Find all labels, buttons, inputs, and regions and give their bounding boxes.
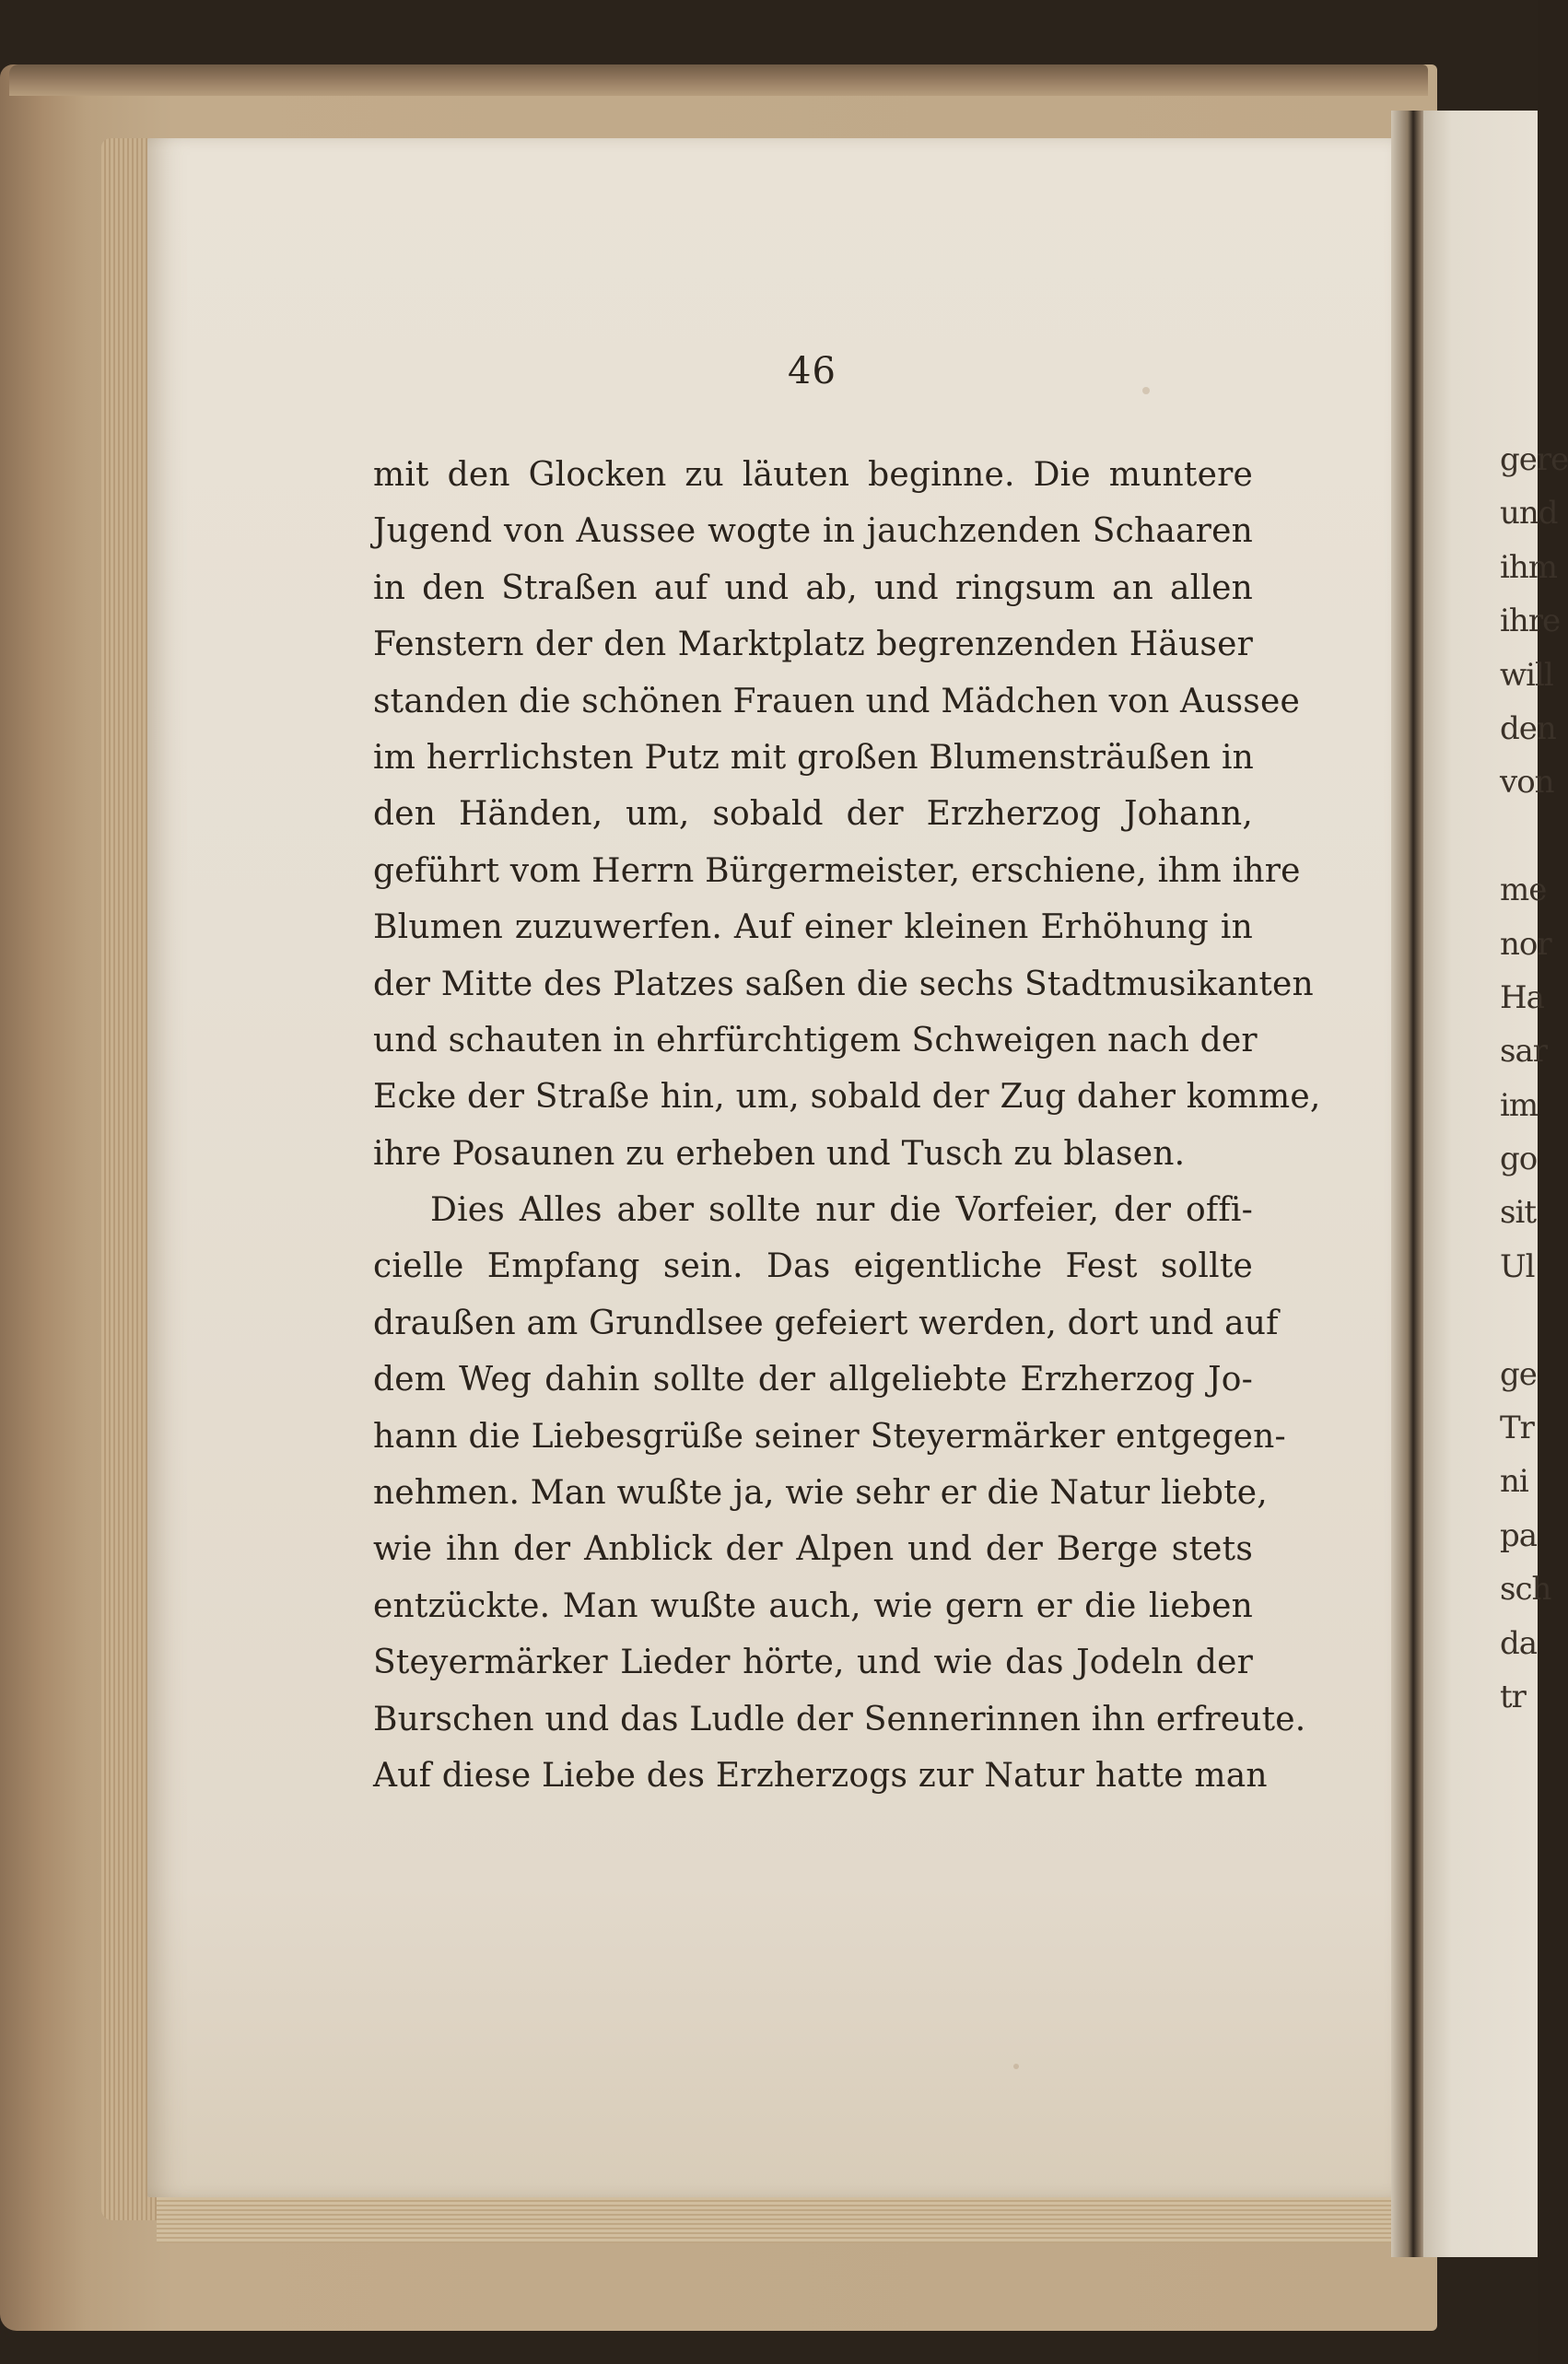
facing-line: den [1500,709,1556,747]
text-line: in den Straßen auf und ab, und ringsum an allen [373,568,1253,607]
facing-line: und [1500,495,1558,532]
facing-line: Ha [1500,978,1544,1016]
text-line: im herrlichsten Putz mit großen Blumensträußen in [373,738,1255,777]
text-line: dem Weg dahin sollte der allgeliebte Erzherzog Jo- [373,1361,1253,1399]
text-line: Ecke der Straße hin, um, sobald der Zug daher komme, [373,1078,1321,1117]
facing-line: sar [1500,1033,1547,1071]
paper-stain [1142,387,1150,394]
text-line: Blumen zuzuwerfen. Auf einer kleinen Erhöhung in [373,908,1253,947]
facing-line: sch [1500,1571,1551,1609]
text-line: nehmen. Man wußte ja, wie sehr er die Natur liebte, [373,1474,1268,1513]
text-line: Jugend von Aussee wogte in jauchzenden Schaaren [373,512,1253,551]
text-line: draußen am Grundlsee gefeiert werden, dort und auf [373,1304,1279,1342]
facing-line: will [1500,656,1553,694]
page-number: 46 [788,350,837,392]
text-line: standen die schönen Frauen und Mädchen von Aussee [373,682,1300,720]
facing-line: gere [1500,441,1568,478]
text-line: geführt vom Herrn Bürgermeister, erschiene, ihm ihre [373,851,1301,890]
text-line: Steyermärker Lieder hörte, und wie das Jodeln der [373,1644,1253,1682]
text-line: hann die Liebesgrüße seiner Steyermärker entgegen- [373,1417,1286,1456]
facing-line: ni [1500,1463,1528,1501]
text-line: cielle Empfang sein. Das eigentliche Fest sollte [373,1247,1253,1286]
facing-line: me [1500,872,1547,909]
text-line: wie ihn der Anblick der Alpen und der Berge stets [373,1530,1253,1569]
facing-line [1500,1293,1555,1347]
facing-line: ihm [1500,548,1558,586]
facing-line [1500,810,1555,863]
facing-line: ihre [1500,603,1561,640]
facing-line: nor [1500,925,1551,963]
book-cover-top-edge [9,64,1428,96]
facing-line: ge [1500,1355,1537,1393]
facing-line: tr [1500,1678,1526,1715]
text-line: und schauten in ehrfürchtigem Schweigen nach der [373,1021,1258,1059]
text-line: der Mitte des Platzes saßen die sechs Stadtmusikanten [373,965,1314,1003]
facing-line: Tr [1500,1410,1534,1447]
body-text [373,447,1321,1804]
text-line: Dies Alles aber sollte nur die Vorfeier, der offi- [430,1191,1253,1230]
facing-line: da [1500,1624,1538,1662]
facing-line: Ul [1500,1247,1535,1285]
text-line: Auf diese Liebe des Erzherzogs zur Natur hatte man [373,1756,1268,1795]
text-line: entzückte. Man wußte auch, wie gern er die lieben [373,1586,1253,1625]
text-line: Burschen und das Ludle der Sennerinnen ihn erfreute. [373,1700,1306,1738]
book-gutter [1391,111,1428,2257]
paper-stain [1013,2064,1019,2069]
facing-page-text [1500,433,1568,1724]
facing-line: im [1500,1086,1539,1124]
facing-line: pa [1500,1516,1538,1554]
facing-line: go [1500,1141,1538,1178]
text-line: mit den Glocken zu läuten beginne. Die muntere [373,456,1253,494]
facing-line: sit [1500,1194,1536,1232]
text-line: ihre Posaunen zu erheben und Tusch zu blasen. [373,1134,1186,1173]
text-line: den Händen, um, sobald der Erzherzog Johann, [373,795,1253,834]
text-line: Fenstern der den Marktplatz begrenzenden Häuser [373,626,1253,664]
facing-line: von [1500,764,1554,802]
